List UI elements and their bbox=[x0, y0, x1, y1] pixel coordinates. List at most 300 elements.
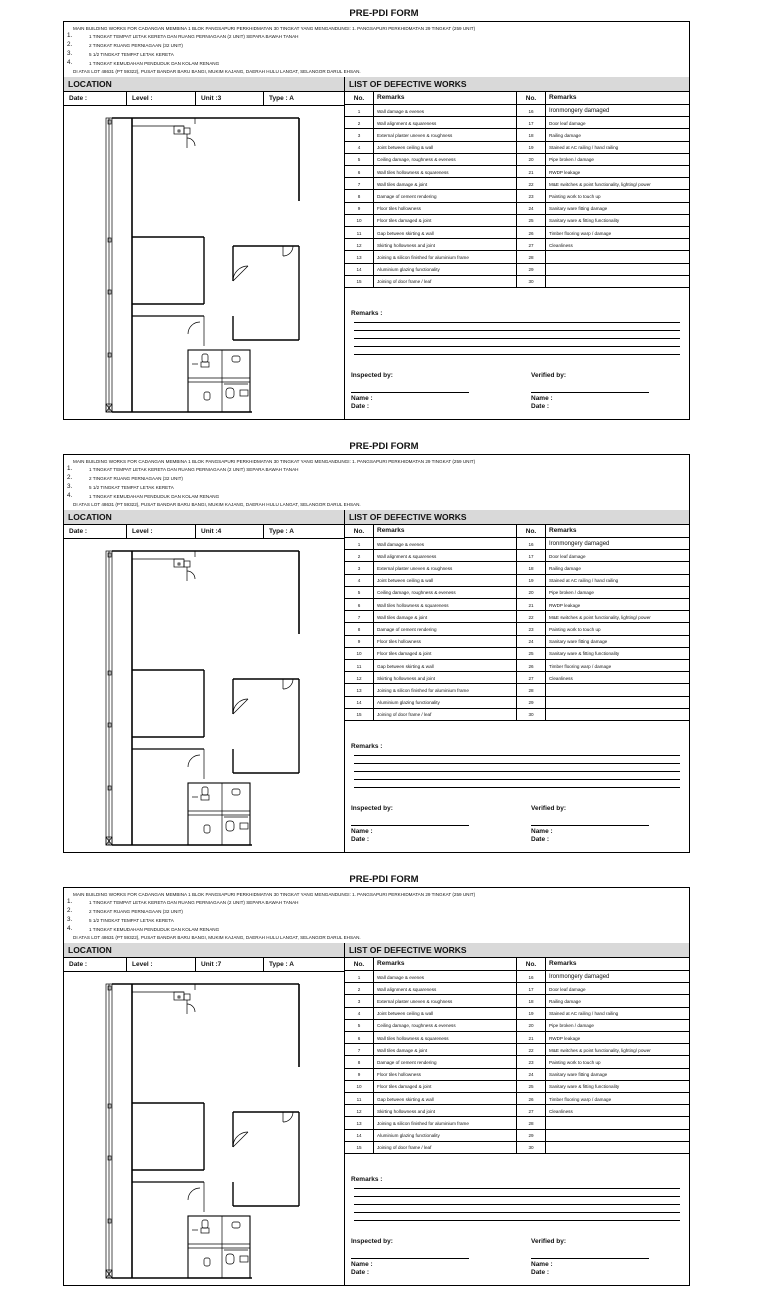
defect-description bbox=[546, 1142, 691, 1153]
inspector-name-label: Name : bbox=[351, 828, 373, 835]
defect-description: Timber flooring warp / damage bbox=[549, 1096, 612, 1102]
table-row bbox=[345, 672, 689, 684]
defect-description: Ceiling damage, roughness & eveness bbox=[374, 154, 517, 165]
verifier-date-label: Date : bbox=[531, 836, 550, 843]
defect-description: Sanitary ware fitting damage bbox=[549, 206, 608, 212]
defect-description: External plaster uneven & roughness bbox=[374, 995, 517, 1006]
defect-number: 27 bbox=[517, 239, 546, 250]
date-field[interactable]: Date : bbox=[64, 958, 127, 971]
defect-number: 22 bbox=[517, 178, 546, 189]
project-description: MAIN BUILDING WORKS FOR CADANGAN MEMBINA 1 BLOK PANGSAPURI PERKHIDMATAN 30 TINGKAT YANG MENGANDUNGI: 1. PANGSAPURI PERKHIDMATAN 29 TINGKAT (259 UNIT) bbox=[73, 459, 476, 464]
defect-number: 1 bbox=[345, 971, 374, 982]
defect-number: 20 bbox=[517, 154, 546, 165]
inspector-date-label: Date : bbox=[351, 403, 370, 410]
table-header-row bbox=[345, 92, 689, 105]
defect-description: M&E switches & point functionality, lighting/ power bbox=[549, 614, 651, 620]
defect-number: 30 bbox=[517, 276, 546, 287]
verifier-date-label: Date : bbox=[531, 403, 550, 410]
defect-number: 17 bbox=[517, 983, 546, 994]
verifier-name-label: Name : bbox=[531, 1261, 553, 1268]
header-item: 2 TINGKAT RUANG PERNIAGAAN (32 UNIT) bbox=[89, 476, 183, 481]
defect-number: 9 bbox=[345, 636, 374, 647]
location-heading: LOCATION bbox=[64, 943, 345, 958]
verifier-signature-line[interactable] bbox=[531, 392, 649, 393]
verified-by-label: Verified by: bbox=[531, 1238, 567, 1245]
table-row bbox=[345, 623, 689, 635]
table-row bbox=[345, 1142, 689, 1154]
floor-plan-drawing bbox=[64, 106, 344, 420]
project-address: DI ATAS LOT 48631 (PT 59322), PUSAT BANDAR BARU BANGI, MUKIM KAJANG, DAERAH HULU LANGAT, SELANGOR DARUL EHSAN. bbox=[73, 69, 361, 74]
form-title: PRE-PDI FORM bbox=[349, 8, 419, 19]
inspected-by-label: Inspected by: bbox=[351, 372, 393, 379]
remarks-line[interactable] bbox=[354, 771, 680, 772]
defect-number: 22 bbox=[517, 1044, 546, 1055]
defect-description: Joint between ceiling & wall bbox=[374, 1008, 517, 1019]
type-field[interactable]: Type : A bbox=[269, 528, 294, 535]
defect-description: Skirting hollowness and joint bbox=[374, 239, 517, 250]
header-item: 1 TINGKAT KEMUDAHAN PENDUDUK DAN KOLAM RENANG bbox=[89, 61, 220, 66]
unit-field[interactable]: Unit :4 bbox=[196, 525, 264, 538]
table-row bbox=[345, 636, 689, 648]
defect-description: Sanitary ware fitting damage bbox=[549, 1072, 608, 1078]
defect-number: 8 bbox=[345, 623, 374, 634]
location-info-row bbox=[64, 958, 345, 972]
defect-description: Sanitary ware & fitting functionality bbox=[549, 1084, 620, 1090]
col-no-header: No. bbox=[517, 958, 546, 970]
floor-plan-area bbox=[64, 539, 345, 852]
defect-description: Pipe broken / damage bbox=[549, 1023, 594, 1029]
header-item: 1 TINGKAT TEMPAT LETAK KERETA DAN RUANG PERNIAGAAN (2 UNIT) SEPARA BAWAH TANAH bbox=[89, 34, 299, 39]
table-row bbox=[345, 697, 689, 709]
table-row bbox=[345, 1081, 689, 1093]
defect-description: Railing damage bbox=[549, 565, 581, 571]
defect-number: 6 bbox=[345, 599, 374, 610]
inspected-by-label: Inspected by: bbox=[351, 1238, 393, 1245]
defect-description: Railing damage bbox=[549, 132, 581, 138]
remarks-label: Remarks : bbox=[351, 743, 383, 750]
form-title: PRE-PDI FORM bbox=[349, 874, 419, 885]
defect-number: 11 bbox=[345, 227, 374, 238]
header-item: 5 1/2 TINGKAT TEMPAT LETAK KERETA bbox=[89, 52, 174, 57]
defect-description: Gap between skirting & wall bbox=[374, 660, 517, 671]
header-item: 5 1/2 TINGKAT TEMPAT LETAK KERETA bbox=[89, 918, 174, 923]
defect-number: 26 bbox=[517, 660, 546, 671]
defect-number: 21 bbox=[517, 1032, 546, 1043]
defect-description: Skirting hollowness and joint bbox=[374, 672, 517, 683]
header-item: 5 1/2 TINGKAT TEMPAT LETAK KERETA bbox=[89, 485, 174, 490]
defect-number: 19 bbox=[517, 575, 546, 586]
defect-number: 9 bbox=[345, 203, 374, 214]
defect-number: 23 bbox=[517, 190, 546, 201]
defect-description: Aluminium glazing functionality bbox=[374, 1130, 517, 1141]
defect-description: Gap between skirting & wall bbox=[374, 227, 517, 238]
defect-description: Wall damage & evenes bbox=[374, 971, 517, 982]
header-item-number: 3. bbox=[67, 483, 73, 490]
defect-number: 14 bbox=[345, 264, 374, 275]
defect-number: 13 bbox=[345, 251, 374, 262]
defect-description: Floor tiles damaged & joint bbox=[374, 1081, 517, 1092]
header-item-number: 1. bbox=[67, 32, 73, 39]
defect-description: Cleanliness bbox=[549, 242, 573, 248]
defect-description: Sanitary ware & fitting functionality bbox=[549, 218, 620, 224]
location-heading: LOCATION bbox=[64, 510, 345, 525]
defect-description: Wall tiles damage & joint bbox=[374, 611, 517, 622]
table-row bbox=[345, 1056, 689, 1068]
defect-number: 3 bbox=[345, 129, 374, 140]
defect-number: 19 bbox=[517, 1008, 546, 1019]
type-field[interactable]: Type : A bbox=[269, 961, 294, 968]
defect-description: Door leaf damage bbox=[549, 553, 586, 559]
defect-description: External plaster uneven & roughness bbox=[374, 562, 517, 573]
remarks-line[interactable] bbox=[354, 1220, 680, 1221]
table-row bbox=[345, 1069, 689, 1081]
defect-description: Joining & silicon finished for aluminium frame bbox=[374, 251, 517, 262]
defect-description bbox=[546, 684, 691, 695]
header-item-number: 1. bbox=[67, 465, 73, 472]
defect-description: Floor tiles hollowness bbox=[374, 1069, 517, 1080]
floor-plan-area bbox=[64, 106, 345, 419]
table-row bbox=[345, 251, 689, 263]
defect-description: Aluminium glazing functionality bbox=[374, 697, 517, 708]
table-row bbox=[345, 562, 689, 574]
table-row bbox=[345, 684, 689, 696]
defect-description: Joining & silicon finished for aluminium frame bbox=[374, 684, 517, 695]
table-row bbox=[345, 215, 689, 227]
remarks-line[interactable] bbox=[354, 346, 680, 347]
defect-number: 7 bbox=[345, 178, 374, 189]
defect-number: 17 bbox=[517, 117, 546, 128]
date-field[interactable]: Date : bbox=[64, 92, 127, 105]
defect-number: 2 bbox=[345, 983, 374, 994]
header-item-number: 2. bbox=[67, 41, 73, 48]
defect-number: 4 bbox=[345, 1008, 374, 1019]
form-title: PRE-PDI FORM bbox=[349, 441, 419, 452]
remarks-line[interactable] bbox=[354, 1212, 680, 1213]
remarks-line[interactable] bbox=[354, 322, 680, 323]
floor-plan-drawing bbox=[64, 972, 344, 1286]
header-item: 2 TINGKAT RUANG PERNIAGAAN (32 UNIT) bbox=[89, 43, 183, 48]
defect-description: Stained at AC railing / hand railing bbox=[549, 1011, 619, 1017]
col-no-header: No. bbox=[517, 525, 546, 537]
table-row bbox=[345, 1020, 689, 1032]
table-row bbox=[345, 709, 689, 721]
defect-description: Wall alignment & squareness bbox=[374, 983, 517, 994]
defect-number: 23 bbox=[517, 623, 546, 634]
verifier-signature-line[interactable] bbox=[531, 825, 649, 826]
col-remarks-header: Remarks bbox=[374, 958, 517, 970]
level-field[interactable]: Level : bbox=[127, 92, 196, 105]
defect-number: 23 bbox=[517, 1056, 546, 1067]
type-field[interactable]: Type : A bbox=[269, 95, 294, 102]
defect-description bbox=[546, 697, 691, 708]
table-row bbox=[345, 538, 689, 550]
defect-number: 5 bbox=[345, 1020, 374, 1031]
header-item-number: 3. bbox=[67, 50, 73, 57]
remarks-line[interactable] bbox=[354, 1204, 680, 1205]
table-row bbox=[345, 599, 689, 611]
defect-description bbox=[546, 276, 691, 287]
defect-number: 20 bbox=[517, 1020, 546, 1031]
defect-description: Ironmongery damaged bbox=[549, 973, 610, 980]
defect-number: 8 bbox=[345, 1056, 374, 1067]
header-item-number: 4. bbox=[67, 59, 73, 66]
defect-number: 5 bbox=[345, 587, 374, 598]
defect-number: 13 bbox=[345, 1117, 374, 1128]
defect-description: Joining of door frame / leaf bbox=[374, 276, 517, 287]
col-remarks-header: Remarks bbox=[549, 960, 577, 967]
remarks-line[interactable] bbox=[354, 338, 680, 339]
defect-number: 24 bbox=[517, 636, 546, 647]
defect-description: Ironmongery damaged bbox=[549, 107, 610, 114]
header-item-number: 4. bbox=[67, 492, 73, 499]
project-header bbox=[64, 888, 689, 944]
defect-description: Damage of cement rendering bbox=[374, 190, 517, 201]
remarks-line[interactable] bbox=[354, 1188, 680, 1189]
defect-description: Damage of cement rendering bbox=[374, 1056, 517, 1067]
defect-number: 30 bbox=[517, 709, 546, 720]
defect-number: 14 bbox=[345, 1130, 374, 1141]
header-item-number: 4. bbox=[67, 925, 73, 932]
table-row bbox=[345, 1117, 689, 1129]
project-address: DI ATAS LOT 48631 (PT 59322), PUSAT BANDAR BARU BANGI, MUKIM KAJANG, DAERAH HULU LANGAT, SELANGOR DARUL EHSAN. bbox=[73, 502, 361, 507]
col-remarks-header: Remarks bbox=[374, 525, 517, 537]
form-sheet bbox=[63, 21, 690, 420]
verifier-name-label: Name : bbox=[531, 395, 553, 402]
unit-field[interactable]: Unit :3 bbox=[196, 92, 264, 105]
defect-description: Wall damage & evenes bbox=[374, 105, 517, 116]
defect-description: External plaster uneven & roughness bbox=[374, 129, 517, 140]
table-row bbox=[345, 129, 689, 141]
col-no-header: No. bbox=[345, 92, 374, 104]
defect-number: 19 bbox=[517, 142, 546, 153]
pre-pdi-form bbox=[0, 441, 768, 861]
defect-description: Wall alignment & squareness bbox=[374, 117, 517, 128]
table-row bbox=[345, 575, 689, 587]
defect-number: 13 bbox=[345, 684, 374, 695]
level-field[interactable]: Level : bbox=[127, 958, 196, 971]
date-field[interactable]: Date : bbox=[64, 525, 127, 538]
verifier-name-label: Name : bbox=[531, 828, 553, 835]
verifier-date-label: Date : bbox=[531, 1269, 550, 1276]
col-remarks-header: Remarks bbox=[549, 527, 577, 534]
defect-description: Damage of cement rendering bbox=[374, 623, 517, 634]
location-info-row bbox=[64, 525, 345, 539]
defect-description: Floor tiles damaged & joint bbox=[374, 648, 517, 659]
table-row bbox=[345, 276, 689, 288]
defect-description: Door leaf damage bbox=[549, 120, 586, 126]
table-row bbox=[345, 1105, 689, 1117]
defect-description: Ceiling damage, roughness & eveness bbox=[374, 587, 517, 598]
inspector-date-label: Date : bbox=[351, 836, 370, 843]
defect-number: 16 bbox=[517, 971, 546, 982]
defect-description: Floor tiles damaged & joint bbox=[374, 215, 517, 226]
remarks-line[interactable] bbox=[354, 755, 680, 756]
defects-heading: LIST OF DEFECTIVE WORKS bbox=[345, 943, 689, 958]
defect-number: 22 bbox=[517, 611, 546, 622]
remarks-line[interactable] bbox=[354, 354, 680, 355]
verified-by-label: Verified by: bbox=[531, 805, 567, 812]
table-row bbox=[345, 611, 689, 623]
remarks-line[interactable] bbox=[354, 330, 680, 331]
defect-description: Painting work to touch up bbox=[549, 1059, 601, 1065]
defect-number: 15 bbox=[345, 1142, 374, 1153]
project-address: DI ATAS LOT 48631 (PT 59322), PUSAT BANDAR BARU BANGI, MUKIM KAJANG, DAERAH HULU LANGAT, SELANGOR DARUL EHSAN. bbox=[73, 935, 361, 940]
defect-number: 26 bbox=[517, 227, 546, 238]
defect-description bbox=[546, 1130, 691, 1141]
defect-description: Floor tiles hollowness bbox=[374, 203, 517, 214]
defect-number: 12 bbox=[345, 672, 374, 683]
defect-description: Joint between ceiling & wall bbox=[374, 575, 517, 586]
defect-description: Cleanliness bbox=[549, 675, 573, 681]
col-no-header: No. bbox=[345, 958, 374, 970]
defect-number: 28 bbox=[517, 251, 546, 262]
inspector-signature-line[interactable] bbox=[351, 392, 469, 393]
defect-number: 4 bbox=[345, 575, 374, 586]
defect-number: 10 bbox=[345, 648, 374, 659]
defect-number: 21 bbox=[517, 166, 546, 177]
defect-description: Painting work to touch up bbox=[549, 626, 601, 632]
defect-number: 18 bbox=[517, 995, 546, 1006]
verified-by-label: Verified by: bbox=[531, 372, 567, 379]
remarks-line[interactable] bbox=[354, 779, 680, 780]
defect-number: 18 bbox=[517, 562, 546, 573]
floor-plan-area bbox=[64, 972, 345, 1285]
table-row bbox=[345, 587, 689, 599]
table-row bbox=[345, 264, 689, 276]
defect-description: Skirting hollowness and joint bbox=[374, 1105, 517, 1116]
defect-description: Timber flooring warp / damage bbox=[549, 230, 612, 236]
defect-number: 27 bbox=[517, 1105, 546, 1116]
inspector-signature-line[interactable] bbox=[351, 825, 469, 826]
defect-description: Pipe broken / damage bbox=[549, 157, 594, 163]
defect-number: 8 bbox=[345, 190, 374, 201]
inspector-name-label: Name : bbox=[351, 1261, 373, 1268]
inspected-by-label: Inspected by: bbox=[351, 805, 393, 812]
table-row bbox=[345, 190, 689, 202]
remarks-label: Remarks : bbox=[351, 310, 383, 317]
defect-number: 4 bbox=[345, 142, 374, 153]
defect-number: 18 bbox=[517, 129, 546, 140]
defect-description: Wall tiles hollowness & squareness bbox=[374, 1032, 517, 1043]
defect-description: Wall damage & evenes bbox=[374, 538, 517, 549]
header-item: 1 TINGKAT KEMUDAHAN PENDUDUK DAN KOLAM RENANG bbox=[89, 494, 220, 499]
defect-number: 25 bbox=[517, 648, 546, 659]
form-sheet bbox=[63, 454, 690, 853]
defect-description: Sanitary ware & fitting functionality bbox=[549, 651, 620, 657]
table-header-row bbox=[345, 525, 689, 538]
table-row bbox=[345, 117, 689, 129]
defect-description: RWDP leakage bbox=[549, 1035, 581, 1041]
project-description: MAIN BUILDING WORKS FOR CADANGAN MEMBINA 1 BLOK PANGSAPURI PERKHIDMATAN 30 TINGKAT YANG MENGANDUNGI: 1. PANGSAPURI PERKHIDMATAN 29 TINGKAT (259 UNIT) bbox=[73, 26, 476, 31]
defect-number: 2 bbox=[345, 550, 374, 561]
remarks-line[interactable] bbox=[354, 763, 680, 764]
defect-number: 28 bbox=[517, 1117, 546, 1128]
header-item: 1 TINGKAT TEMPAT LETAK KERETA DAN RUANG PERNIAGAAN (2 UNIT) SEPARA BAWAH TANAH bbox=[89, 467, 299, 472]
defect-number: 7 bbox=[345, 611, 374, 622]
defect-description bbox=[546, 709, 691, 720]
defect-description: Sanitary ware fitting damage bbox=[549, 639, 608, 645]
defect-number: 2 bbox=[345, 117, 374, 128]
defect-number: 1 bbox=[345, 538, 374, 549]
defect-description: Wall tiles damage & joint bbox=[374, 1044, 517, 1055]
col-no-header: No. bbox=[517, 92, 546, 104]
level-field[interactable]: Level : bbox=[127, 525, 196, 538]
table-row bbox=[345, 1008, 689, 1020]
table-row bbox=[345, 154, 689, 166]
inspector-date-label: Date : bbox=[351, 1269, 370, 1276]
defect-number: 27 bbox=[517, 672, 546, 683]
defect-description: Wall tiles hollowness & squareness bbox=[374, 166, 517, 177]
defect-number: 30 bbox=[517, 1142, 546, 1153]
location-info-row bbox=[64, 92, 345, 106]
defect-description: Door leaf damage bbox=[549, 986, 586, 992]
verifier-signature-line[interactable] bbox=[531, 1258, 649, 1259]
header-item: 1 TINGKAT TEMPAT LETAK KERETA DAN RUANG PERNIAGAAN (2 UNIT) SEPARA BAWAH TANAH bbox=[89, 900, 299, 905]
table-row bbox=[345, 227, 689, 239]
remarks-line[interactable] bbox=[354, 787, 680, 788]
inspector-signature-line[interactable] bbox=[351, 1258, 469, 1259]
header-item: 2 TINGKAT RUANG PERNIAGAAN (32 UNIT) bbox=[89, 909, 183, 914]
header-item-number: 1. bbox=[67, 898, 73, 905]
defects-heading: LIST OF DEFECTIVE WORKS bbox=[345, 510, 689, 525]
inspector-name-label: Name : bbox=[351, 395, 373, 402]
defect-description: Joining & silicon finished for aluminium frame bbox=[374, 1117, 517, 1128]
col-no-header: No. bbox=[345, 525, 374, 537]
location-heading: LOCATION bbox=[64, 77, 345, 92]
form-sheet bbox=[63, 887, 690, 1286]
col-remarks-header: Remarks bbox=[549, 94, 577, 101]
defect-number: 12 bbox=[345, 1105, 374, 1116]
defect-number: 12 bbox=[345, 239, 374, 250]
table-row bbox=[345, 1093, 689, 1105]
table-row bbox=[345, 648, 689, 660]
remarks-line[interactable] bbox=[354, 1196, 680, 1197]
table-header-row bbox=[345, 958, 689, 971]
defect-number: 25 bbox=[517, 1081, 546, 1092]
project-description: MAIN BUILDING WORKS FOR CADANGAN MEMBINA 1 BLOK PANGSAPURI PERKHIDMATAN 30 TINGKAT YANG MENGANDUNGI: 1. PANGSAPURI PERKHIDMATAN 29 TINGKAT (259 UNIT) bbox=[73, 892, 476, 897]
defect-description: Railing damage bbox=[549, 998, 581, 1004]
defect-number: 5 bbox=[345, 154, 374, 165]
table-row bbox=[345, 166, 689, 178]
defect-number: 16 bbox=[517, 105, 546, 116]
defect-description: Aluminium glazing functionality bbox=[374, 264, 517, 275]
defect-description: Timber flooring warp / damage bbox=[549, 663, 612, 669]
defect-description: Floor tiles hollowness bbox=[374, 636, 517, 647]
table-row bbox=[345, 142, 689, 154]
defect-number: 9 bbox=[345, 1069, 374, 1080]
floor-plan-drawing bbox=[64, 539, 344, 853]
table-row bbox=[345, 660, 689, 672]
table-row bbox=[345, 550, 689, 562]
table-row bbox=[345, 971, 689, 983]
defect-description: M&E switches & point functionality, lighting/ power bbox=[549, 181, 651, 187]
defect-description: Gap between skirting & wall bbox=[374, 1093, 517, 1104]
defect-description: RWDP leakage bbox=[549, 169, 581, 175]
pre-pdi-form bbox=[0, 8, 768, 428]
defect-description: Painting work to touch up bbox=[549, 193, 601, 199]
table-row bbox=[345, 178, 689, 190]
defect-number: 15 bbox=[345, 276, 374, 287]
header-item-number: 2. bbox=[67, 907, 73, 914]
table-row bbox=[345, 105, 689, 117]
defect-number: 1 bbox=[345, 105, 374, 116]
project-header bbox=[64, 455, 689, 511]
defect-number: 3 bbox=[345, 562, 374, 573]
pre-pdi-form bbox=[0, 874, 768, 1294]
unit-field[interactable]: Unit :7 bbox=[196, 958, 264, 971]
table-row bbox=[345, 1044, 689, 1056]
defect-number: 29 bbox=[517, 264, 546, 275]
